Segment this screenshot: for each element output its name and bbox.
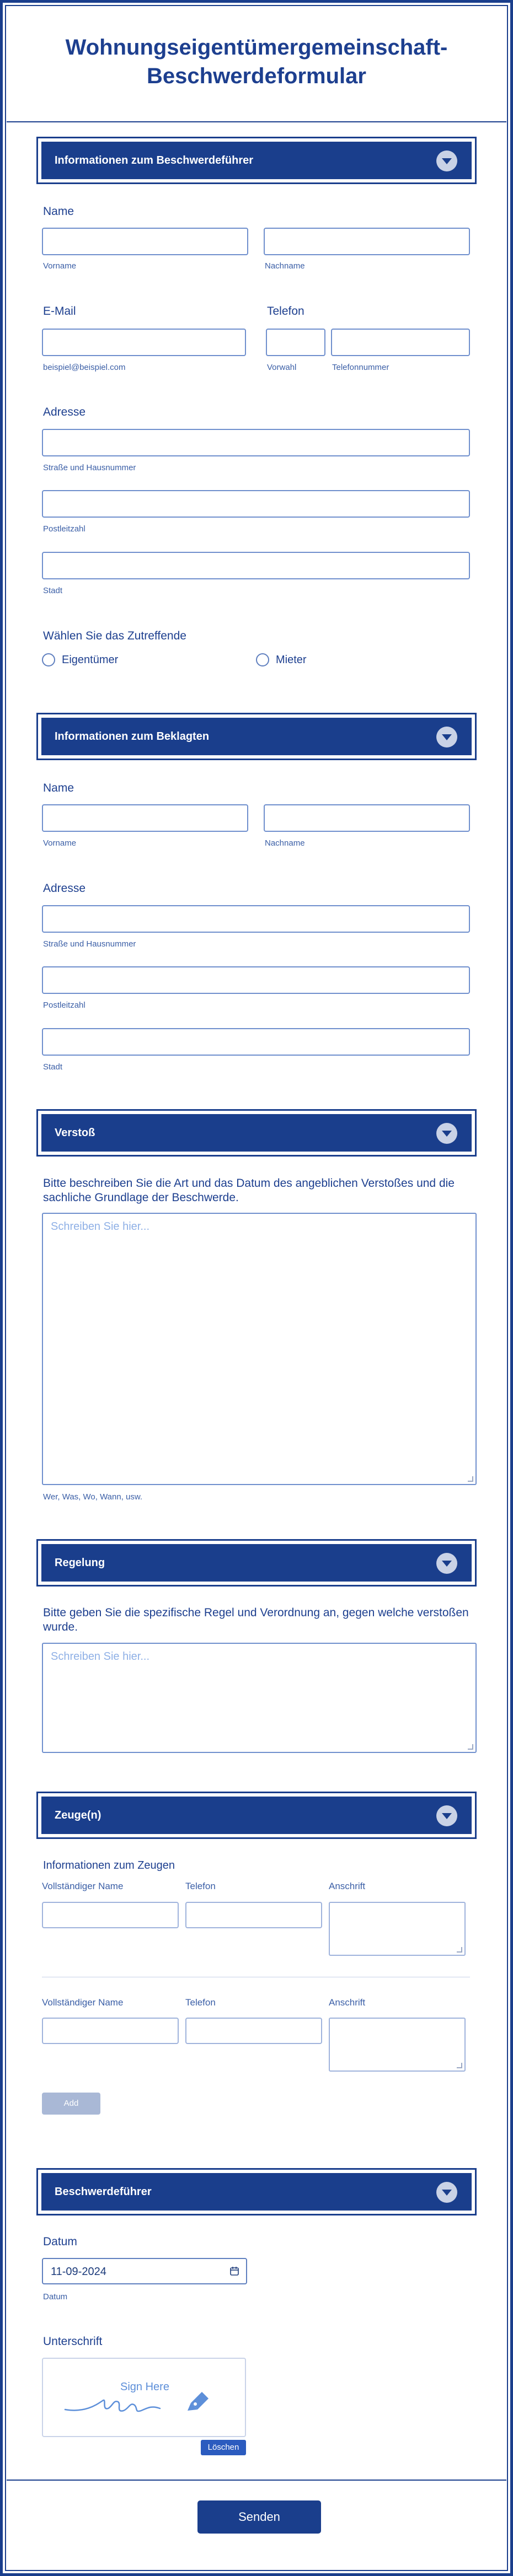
respondent-zip-sublabel: Postleitzahl bbox=[43, 1001, 86, 1010]
address-label: Adresse bbox=[43, 406, 86, 418]
phone-number-sublabel: Telefonnummer bbox=[332, 363, 389, 372]
section-title: Verstoß bbox=[55, 1127, 95, 1139]
radio-tenant[interactable] bbox=[256, 653, 269, 666]
witness-col-phone: Telefon bbox=[185, 1997, 216, 2008]
respondent-street-input[interactable] bbox=[42, 905, 470, 933]
last-name-sublabel: Nachname bbox=[265, 261, 305, 271]
section-header-respondent[interactable] bbox=[36, 713, 477, 760]
resize-handle-icon[interactable] bbox=[468, 1476, 473, 1482]
witness-col-name: Vollständiger Name bbox=[42, 1997, 124, 2008]
respondent-city-sublabel: Stadt bbox=[43, 1062, 63, 1072]
radio-tenant-label[interactable]: Mieter bbox=[276, 654, 307, 666]
section-title: Zeuge(n) bbox=[55, 1809, 101, 1821]
email-input[interactable] bbox=[42, 329, 246, 356]
respondent-last-name-input[interactable] bbox=[264, 804, 470, 832]
chevron-down-icon[interactable] bbox=[436, 1553, 457, 1574]
resize-handle-icon[interactable] bbox=[457, 1947, 462, 1953]
witness-1-phone-input[interactable] bbox=[185, 1902, 322, 1928]
section-header-complainant-signature[interactable] bbox=[36, 2168, 477, 2215]
chevron-down-icon[interactable] bbox=[436, 150, 457, 171]
chevron-down-icon[interactable] bbox=[436, 1123, 457, 1144]
date-value: 11-09-2024 bbox=[51, 2266, 106, 2278]
city-sublabel: Stadt bbox=[43, 586, 63, 595]
witness-col-name: Vollständiger Name bbox=[42, 1881, 124, 1891]
respondent-city-input[interactable] bbox=[42, 1028, 470, 1056]
witness-col-phone: Telefon bbox=[185, 1881, 216, 1891]
violation-sublabel: Wer, Was, Wo, Wann, usw. bbox=[43, 1492, 143, 1502]
area-code-input[interactable] bbox=[266, 329, 325, 356]
respondent-first-sublabel: Vorname bbox=[43, 838, 77, 848]
section-header-complainant[interactable] bbox=[36, 137, 477, 184]
signature-pad[interactable] bbox=[42, 2358, 246, 2437]
area-code-sublabel: Vorwahl bbox=[267, 363, 297, 372]
chevron-down-icon[interactable] bbox=[436, 2182, 457, 2203]
add-witness-button[interactable]: Add bbox=[42, 2093, 100, 2115]
violation-question: Bitte beschreiben Sie die Art und das Datum des angeblichen Verstoßes und die sachliche Grundlage der Beschwerde. bbox=[43, 1177, 455, 1204]
section-title: Informationen zum Beschwerdeführer bbox=[55, 154, 254, 166]
witness-heading: Informationen zum Zeugen bbox=[43, 1859, 175, 1872]
page-title: Wohnungseigentümergemeinschaft- Beschwerdeformular bbox=[65, 35, 448, 88]
respondent-first-name-input[interactable] bbox=[42, 804, 248, 832]
section-title: Informationen zum Beklagten bbox=[55, 730, 210, 743]
respondent-street-sublabel: Straße und Hausnummer bbox=[43, 939, 136, 949]
date-sublabel: Datum bbox=[43, 2292, 68, 2301]
phone-number-input[interactable] bbox=[331, 329, 470, 356]
sign-here-hint: Sign Here bbox=[120, 2381, 169, 2393]
section-title: Beschwerdeführer bbox=[55, 2186, 152, 2198]
witness-1-address-textarea[interactable] bbox=[329, 1902, 466, 1956]
violation-placeholder: Schreiben Sie hier... bbox=[51, 1220, 149, 1233]
first-name-input[interactable] bbox=[42, 228, 248, 255]
chevron-down-icon[interactable] bbox=[436, 727, 457, 747]
signature-label: Unterschrift bbox=[43, 2335, 103, 2348]
respondent-name-label: Name bbox=[43, 782, 74, 794]
section-header-rule[interactable] bbox=[36, 1539, 477, 1587]
email-label: E-Mail bbox=[43, 305, 76, 318]
title-divider bbox=[7, 121, 506, 122]
resize-handle-icon[interactable] bbox=[468, 1744, 473, 1750]
section-title: Regelung bbox=[55, 1557, 105, 1569]
witness-col-address: Anschrift bbox=[329, 1997, 366, 2008]
respondent-address-label: Adresse bbox=[43, 882, 86, 895]
calendar-icon[interactable] bbox=[229, 2266, 239, 2276]
phone-label: Telefon bbox=[267, 305, 304, 318]
city-input[interactable] bbox=[42, 552, 470, 579]
witness-col-address: Anschrift bbox=[329, 1881, 366, 1891]
signature-placeholder-icon bbox=[63, 2389, 228, 2422]
street-input[interactable] bbox=[42, 429, 470, 456]
witness-2-name-input[interactable] bbox=[42, 2018, 179, 2044]
date-input[interactable] bbox=[42, 2258, 247, 2284]
resize-handle-icon[interactable] bbox=[457, 2063, 462, 2068]
witness-2-address-textarea[interactable] bbox=[329, 2018, 466, 2072]
last-name-input[interactable] bbox=[264, 228, 470, 255]
clear-signature-button[interactable]: Löschen bbox=[201, 2440, 246, 2455]
name-label: Name bbox=[43, 205, 74, 218]
submit-button[interactable]: Senden bbox=[197, 2500, 321, 2534]
rule-placeholder: Schreiben Sie hier... bbox=[51, 1650, 149, 1663]
date-label: Datum bbox=[43, 2235, 77, 2248]
section-header-violation[interactable] bbox=[36, 1109, 477, 1157]
radio-owner-label[interactable]: Eigentümer bbox=[62, 654, 119, 666]
chevron-down-icon[interactable] bbox=[436, 1805, 457, 1826]
zip-sublabel: Postleitzahl bbox=[43, 524, 86, 534]
section-header-witnesses[interactable] bbox=[36, 1792, 477, 1839]
rule-question: Bitte geben Sie die spezifische Regel und Verordnung an, gegen welche verstoßen wurde. bbox=[43, 1606, 469, 1633]
respondent-zip-input[interactable] bbox=[42, 966, 470, 994]
witness-1-name-input[interactable] bbox=[42, 1902, 179, 1928]
zip-input[interactable] bbox=[42, 490, 470, 518]
role-question: Wählen Sie das Zutreffende bbox=[43, 630, 186, 642]
street-sublabel: Straße und Hausnummer bbox=[43, 463, 136, 472]
first-name-sublabel: Vorname bbox=[43, 261, 77, 271]
witness-2-phone-input[interactable] bbox=[185, 2018, 322, 2044]
rule-textarea[interactable] bbox=[42, 1643, 477, 1753]
radio-owner[interactable] bbox=[42, 653, 55, 666]
footer-divider bbox=[7, 2480, 506, 2481]
violation-textarea[interactable] bbox=[42, 1213, 477, 1485]
email-sublabel: beispiel@beispiel.com bbox=[43, 363, 126, 372]
respondent-last-sublabel: Nachname bbox=[265, 838, 305, 848]
